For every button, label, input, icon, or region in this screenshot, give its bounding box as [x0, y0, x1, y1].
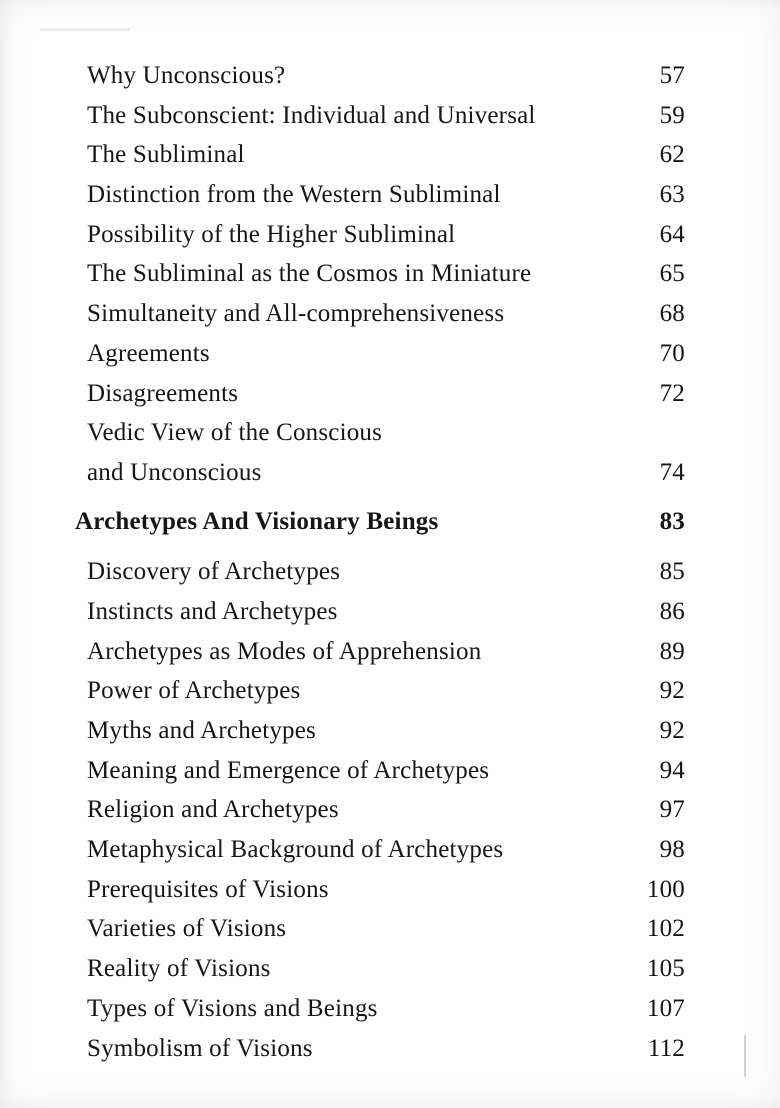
- toc-entry-title: Symbolism of Visions: [87, 1034, 313, 1062]
- toc-entry-page-number: 83: [659, 507, 685, 535]
- toc-entry-title: Agreements: [87, 339, 210, 367]
- toc-entry-title: Possibility of the Higher Subliminal: [87, 220, 456, 248]
- toc-entry-title: Metaphysical Background of Archetypes: [87, 836, 504, 864]
- toc-entry-page-number: 89: [659, 637, 685, 665]
- toc-entry-row: [75, 135, 685, 175]
- toc-entry-row: [75, 96, 685, 136]
- toc-entry-row: [75, 632, 685, 672]
- toc-entry-title: and Unconscious: [87, 458, 262, 486]
- toc-entry-title: Prerequisites of Visions: [87, 875, 329, 903]
- toc-entry-title: Myths and Archetypes: [87, 717, 316, 744]
- toc-entry-row: [75, 751, 685, 791]
- toc-entry-title: Meaning and Emergence of Archetypes: [87, 756, 490, 784]
- toc-entry-row: [75, 453, 685, 493]
- toc-entry-title: Religion and Archetypes: [87, 796, 339, 824]
- toc-list: [75, 56, 685, 1068]
- toc-entry-page-number: 70: [659, 339, 685, 367]
- toc-entry-row: [75, 909, 685, 949]
- scan-artifact: [40, 28, 130, 31]
- toc-entry-title: Instincts and Archetypes: [87, 597, 338, 625]
- toc-entry-row: [75, 949, 685, 989]
- toc-entry-row: [75, 989, 685, 1029]
- toc-heading-row: [75, 502, 685, 542]
- toc-entry-page-number: 92: [659, 717, 685, 744]
- toc-entry-page-number: 98: [659, 836, 685, 864]
- toc-entry-title: The Subconscient: Individual and Universal: [87, 101, 536, 129]
- toc-entry-page-number: 102: [646, 915, 685, 943]
- toc-entry-row: [75, 294, 685, 334]
- toc-entry-title: Why Unconscious?: [87, 62, 286, 89]
- toc-entry-page-number: 57: [659, 62, 685, 89]
- toc-entry-title: Simultaneity and All-comprehensiveness: [87, 300, 505, 328]
- toc-entry-page-number: 65: [659, 260, 685, 288]
- toc-entry-page-number: 68: [659, 300, 685, 328]
- toc-entry-title: Disagreements: [87, 379, 239, 407]
- toc-entry-row: [75, 175, 685, 215]
- toc-entry-title: Types of Visions and Beings: [87, 994, 378, 1022]
- toc-entry-row: [75, 56, 685, 96]
- toc-entry-page-number: 100: [646, 875, 685, 903]
- toc-entry-page-number: 92: [659, 677, 685, 705]
- toc-entry-page-number: 63: [659, 181, 685, 209]
- toc-entry-title: Varieties of Visions: [87, 915, 287, 943]
- toc-entry-row: [75, 592, 685, 632]
- toc-entry-title: Archetypes as Modes of Apprehension: [87, 637, 482, 665]
- toc-entry-page-number: 86: [659, 597, 685, 625]
- scan-artifact: [744, 1035, 746, 1077]
- toc-entry-page-number: 85: [659, 558, 685, 586]
- toc-entry-title: Distinction from the Western Subliminal: [87, 181, 501, 209]
- toc-entry-row: [75, 215, 685, 255]
- toc-entry-row: [75, 254, 685, 294]
- toc-entry-title: The Subliminal: [87, 141, 245, 169]
- toc-entry-row: [75, 334, 685, 374]
- toc-entry-row: [75, 870, 685, 910]
- toc-entry-title: Power of Archetypes: [87, 677, 301, 705]
- toc-entry-row: [75, 413, 685, 453]
- toc-entry-title: The Subliminal as the Cosmos in Miniature: [87, 260, 532, 288]
- toc-entry-row: [75, 1029, 685, 1069]
- toc-entry-row: [75, 790, 685, 830]
- toc-heading-title: Archetypes And Visionary Beings: [75, 507, 439, 535]
- toc-entry-page-number: 107: [646, 994, 685, 1022]
- toc-entry-page-number: 105: [646, 955, 685, 983]
- toc-entry-page-number: 94: [659, 756, 685, 784]
- toc-entry-title: Reality of Visions: [87, 955, 271, 983]
- toc-entry-row: [75, 374, 685, 414]
- toc-entry-row: [75, 711, 685, 751]
- toc-entry-page-number: 97: [659, 796, 685, 824]
- toc-entry-page-number: 59: [659, 101, 685, 129]
- toc-entry-page-number: 62: [659, 141, 685, 169]
- toc-entry-row: [75, 830, 685, 870]
- toc-entry-page-number: 64: [659, 220, 685, 248]
- toc-entry-page-number: 74: [659, 458, 685, 486]
- toc-entry-page-number: 112: [647, 1034, 685, 1062]
- toc-entry-title: Vedic View of the Conscious: [87, 419, 383, 447]
- toc-entry-title: Discovery of Archetypes: [87, 558, 341, 586]
- toc-entry-page-number: 72: [659, 379, 685, 407]
- toc-entry-row: [75, 552, 685, 592]
- toc-entry-row: [75, 671, 685, 711]
